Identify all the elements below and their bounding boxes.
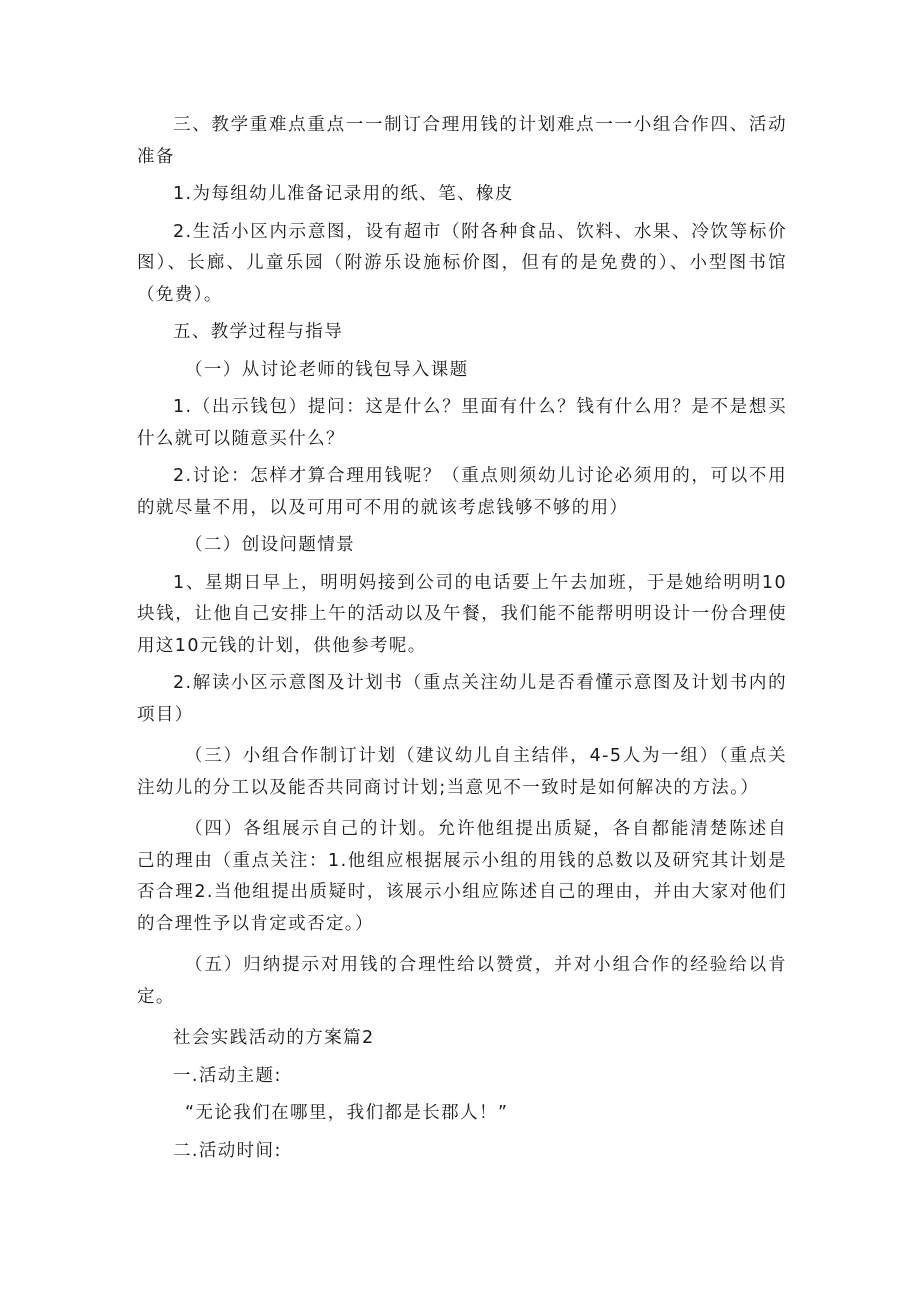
- document-body: [137, 110, 787, 1167]
- paragraph-step-2-2: 2.解读小区示意图及计划书（重点关注幼儿是否看懂示意图及计划书内的项目）: [137, 673, 787, 725]
- paragraph-step-5: （五）归纳提示对用钱的合理性给以赞赏，并对小组合作的经验给以肯定。: [137, 955, 787, 1007]
- heading-activity-theme: 一.活动主题:: [173, 1065, 282, 1086]
- paragraph-step-4: （四）各组展示自己的计划。允许他组提出质疑，各自都能清楚陈述自己的理由（重点关注：1.他组应根据展示小组的用钱的总数以及研究其计划是否合理2.当他组提出质疑时，该展示小组应陈述自己的理由，并由大家对他们的合理性予以肯定或否定。）: [137, 819, 787, 934]
- paragraph-step-3: （三）小组合作制订计划（建议幼儿自主结伴，4-5人为一组）（重点关注幼儿的分工以及能否共同商讨计划;当意见不一致时是如何解决的方法。）: [137, 746, 787, 798]
- paragraph-step-1-2: 2.讨论：怎样才算合理用钱呢？（重点则须幼儿讨论必须用的，可以不用的就尽量不用，以及可用可不用的就该考虑钱够不够的用）: [137, 466, 787, 518]
- section-title-plan-2: 社会实践活动的方案篇2: [173, 1028, 375, 1048]
- paragraph-step-2-1: 1、星期日早上，明明妈接到公司的电话要上午去加班，于是她给明明10块钱，让他自己安排上午的活动以及午餐，我们能不能帮明明设计一份合理使用这10元钱的计划，供他参考呢。: [137, 572, 787, 656]
- subsection-heading-1: （一）从讨论老师的钱包导入课题: [185, 359, 469, 380]
- paragraph-prep-1: 1.为每组幼儿准备记录用的纸、笔、橡皮: [173, 184, 514, 204]
- activity-theme-quote: “无论我们在哪里，我们都是长郡人！”: [185, 1103, 509, 1123]
- subsection-heading-2: （二）创设问题情景: [185, 535, 356, 555]
- section-heading-process: 五、教学过程与指导: [173, 322, 344, 342]
- paragraph-key-points: 三、教学重难点重点一一制订合理用钱的计划难点一一小组合作四、活动准备: [137, 115, 787, 167]
- heading-activity-time: 二.活动时间:: [173, 1140, 282, 1161]
- paragraph-step-1-1: 1.（出示钱包）提问：这是什么？里面有什么？钱有什么用？是不是想买什么就可以随意买什么？: [137, 397, 787, 449]
- paragraph-prep-2: 2.生活小区内示意图，设有超市（附各种食品、饮料、水果、冷饮等标价图）、长廊、儿童乐园（附游乐设施标价图，但有的是免费的）、小型图书馆（免费）。: [137, 221, 787, 305]
